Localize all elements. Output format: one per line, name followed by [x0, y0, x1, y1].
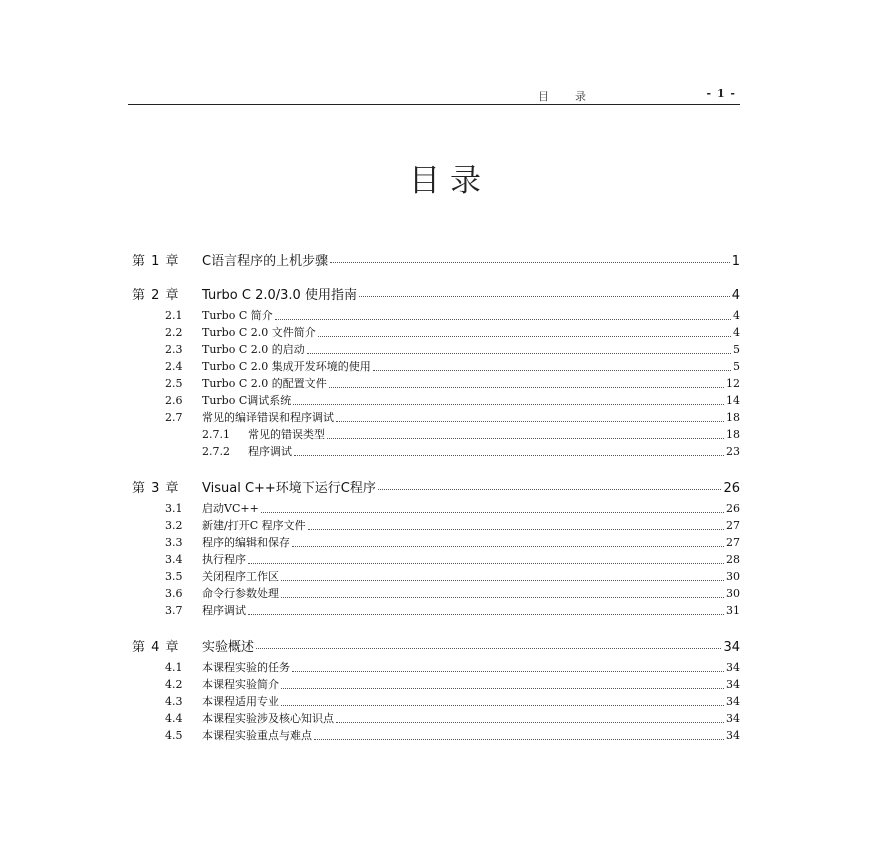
entry-page: 26: [726, 502, 740, 515]
toc-chapter[interactable]: [132, 636, 740, 653]
toc-subsection[interactable]: [132, 426, 740, 443]
toc-section[interactable]: [132, 602, 740, 619]
leader-dots: [248, 613, 724, 615]
entry-title: 本课程实验重点与难点: [202, 729, 312, 742]
entry-page: 4: [733, 326, 740, 339]
entry-title: 本课程实验涉及核心知识点: [202, 712, 334, 725]
leader-dots: [314, 738, 724, 740]
toc-section[interactable]: [132, 517, 740, 534]
entry-title: 实验概述: [202, 640, 255, 655]
header-page-number: - 1 -: [706, 87, 736, 100]
entry-number: 3.7: [165, 604, 183, 617]
toc-section[interactable]: [132, 693, 740, 710]
leader-dots: [378, 488, 722, 490]
leader-dots: [292, 670, 724, 672]
entry-number: 4.1: [165, 661, 183, 674]
entry-page: 18: [726, 411, 740, 424]
entry-number: 第 1 章: [132, 254, 180, 269]
entry-title: Turbo C 简介: [202, 309, 273, 322]
entry-page: 34: [726, 661, 740, 674]
entry-number: 3.4: [165, 553, 183, 566]
leader-dots: [330, 261, 730, 263]
leader-dots: [294, 454, 724, 456]
entry-title: C语言程序的上机步骤: [202, 254, 329, 269]
entry-page: 28: [726, 553, 740, 566]
leader-dots: [281, 596, 724, 598]
toc-section[interactable]: [132, 534, 740, 551]
toc-chapter[interactable]: [132, 477, 740, 494]
toc-section[interactable]: [132, 551, 740, 568]
entry-page: 27: [726, 519, 740, 532]
entry-number: 2.1: [165, 309, 183, 322]
entry-number: 2.7: [165, 411, 183, 424]
toc-section[interactable]: [132, 585, 740, 602]
entry-title: 执行程序: [202, 553, 246, 566]
entry-number: 2.3: [165, 343, 183, 356]
leader-dots: [256, 647, 721, 649]
leader-dots: [327, 437, 724, 439]
leader-dots: [281, 579, 724, 581]
entry-page: 14: [726, 394, 740, 407]
leader-dots: [308, 528, 724, 530]
entry-title: Visual C++环境下运行C程序: [202, 481, 376, 496]
entry-title: 本课程实验的任务: [202, 661, 290, 674]
entry-page: 30: [726, 570, 740, 583]
leader-dots: [329, 386, 724, 388]
page-header: [128, 88, 740, 105]
entry-number: 第 2 章: [132, 288, 180, 303]
leader-dots: [261, 511, 724, 513]
toc-section[interactable]: [132, 710, 740, 727]
entry-number: 第 3 章: [132, 481, 180, 496]
entry-page: 31: [726, 604, 740, 617]
entry-number: 2.7.2: [202, 445, 230, 458]
toc-section[interactable]: [132, 392, 740, 409]
entry-title: 新建/打开C 程序文件: [202, 519, 306, 532]
leader-dots: [281, 704, 724, 706]
entry-title: 本课程实验简介: [202, 678, 279, 691]
entry-page: 23: [726, 445, 740, 458]
entry-number: 3.5: [165, 570, 183, 583]
entry-page: 26: [723, 481, 740, 496]
entry-page: 12: [726, 377, 740, 390]
entry-title: 本课程适用专业: [202, 695, 279, 708]
entry-number: 3.6: [165, 587, 183, 600]
leader-dots: [336, 420, 724, 422]
entry-number: 4.2: [165, 678, 183, 691]
toc-section[interactable]: [132, 341, 740, 358]
entry-page: 34: [723, 640, 740, 655]
entry-page: 34: [726, 678, 740, 691]
entry-page: 30: [726, 587, 740, 600]
toc-section[interactable]: [132, 358, 740, 375]
entry-page: 34: [726, 729, 740, 742]
entry-number: 4.4: [165, 712, 183, 725]
entry-page: 34: [726, 695, 740, 708]
entry-page: 4: [731, 288, 740, 303]
toc-section[interactable]: [132, 409, 740, 426]
entry-number: 2.6: [165, 394, 183, 407]
leader-dots: [275, 318, 731, 320]
entry-number: 4.5: [165, 729, 183, 742]
entry-page: 1: [731, 254, 740, 269]
toc-section[interactable]: [132, 659, 740, 676]
entry-title: 常见的编译错误和程序调试: [202, 411, 334, 424]
leader-dots: [292, 545, 724, 547]
entry-title: 程序的编辑和保存: [202, 536, 290, 549]
entry-number: 第 4 章: [132, 640, 180, 655]
toc-chapter[interactable]: [132, 250, 740, 267]
entry-page: 18: [726, 428, 740, 441]
toc-subsection[interactable]: [132, 443, 740, 460]
leader-dots: [359, 295, 730, 297]
entry-page: 5: [733, 360, 740, 373]
leader-dots: [336, 721, 724, 723]
entry-page: 5: [733, 343, 740, 356]
entry-title: Turbo C 2.0 的启动: [202, 343, 305, 356]
header-title: 目录: [538, 90, 612, 103]
entry-title: Turbo C 2.0 集成开发环境的使用: [202, 360, 371, 373]
entry-page: 34: [726, 712, 740, 725]
entry-page: 4: [733, 309, 740, 322]
leader-dots: [293, 403, 724, 405]
entry-number: 3.3: [165, 536, 183, 549]
toc-chapter[interactable]: [132, 284, 740, 301]
entry-title: 启动VC++: [202, 502, 259, 515]
entry-title: 命令行参数处理: [202, 587, 279, 600]
leader-dots: [318, 335, 731, 337]
leader-dots: [281, 687, 724, 689]
entry-title: Turbo C调试系统: [202, 394, 292, 407]
entry-title: 程序调试: [248, 445, 292, 458]
entry-number: 2.2: [165, 326, 183, 339]
entry-title: 常见的错误类型: [248, 428, 325, 441]
leader-dots: [248, 562, 724, 564]
toc-section[interactable]: [132, 727, 740, 744]
toc-section[interactable]: [132, 375, 740, 392]
table-of-contents: [132, 250, 740, 744]
entry-title: 关闭程序工作区: [202, 570, 279, 583]
entry-number: 4.3: [165, 695, 183, 708]
entry-number: 3.2: [165, 519, 183, 532]
entry-number: 2.4: [165, 360, 183, 373]
toc-section[interactable]: [132, 307, 740, 324]
entry-number: 2.7.1: [202, 428, 230, 441]
toc-section[interactable]: [132, 676, 740, 693]
entry-title: Turbo C 2.0 文件简介: [202, 326, 316, 339]
leader-dots: [373, 369, 731, 371]
entry-title: Turbo C 2.0 的配置文件: [202, 377, 327, 390]
document-title: 目录: [409, 163, 491, 199]
toc-section[interactable]: [132, 500, 740, 517]
toc-section[interactable]: [132, 324, 740, 341]
entry-title: Turbo C 2.0/3.0 使用指南: [202, 288, 357, 303]
entry-title: 程序调试: [202, 604, 246, 617]
entry-number: 3.1: [165, 502, 183, 515]
entry-page: 27: [726, 536, 740, 549]
toc-section[interactable]: [132, 568, 740, 585]
entry-number: 2.5: [165, 377, 183, 390]
leader-dots: [307, 352, 731, 354]
